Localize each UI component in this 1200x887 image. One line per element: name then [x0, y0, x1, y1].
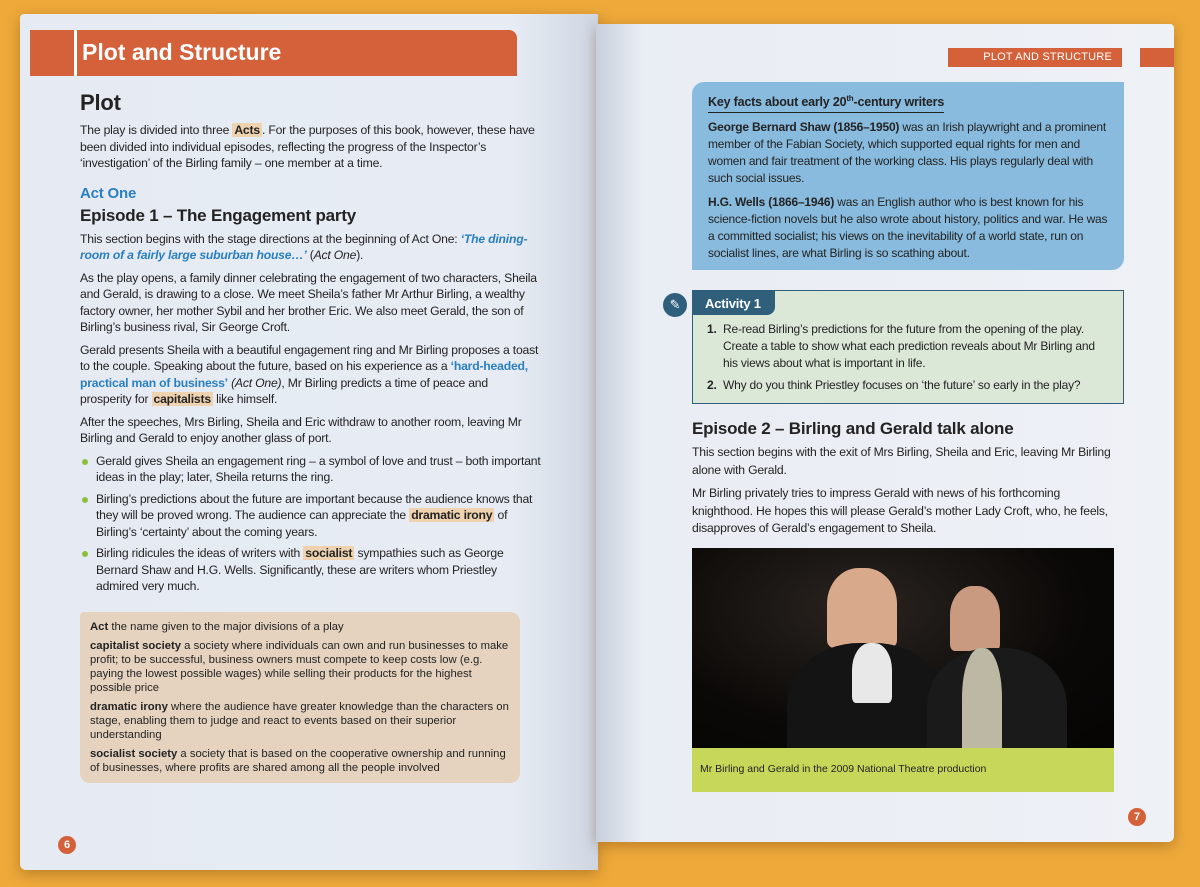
text-segment: (: [306, 248, 314, 262]
actor-shirt: [852, 643, 892, 703]
key-fact-entry: [708, 119, 1108, 187]
text-segment: of Birling’s ‘certainty’ about the coming years.: [96, 508, 508, 539]
glossary-entry: [90, 700, 510, 742]
emphasis-text: (Act One): [231, 375, 282, 390]
key-facts-box: [692, 82, 1124, 270]
bullet-item: [80, 491, 542, 541]
production-photo: [692, 548, 1114, 748]
glossary-entry: [90, 747, 510, 775]
actor-head: [827, 568, 897, 648]
title-sup: th: [846, 94, 854, 103]
text-segment: a society where individuals can own and run businesses to make profit; to be successful, business owners must compete to keep costs low (e.g. paying the lowest possible wages) while selling their products for the highest possible price: [90, 639, 509, 694]
text-segment: As the play opens, a family dinner celebrating the engagement of two characters, Sheila and Gerald, is drawing to a close. We meet Sheila’s father Mr Arthur Birling, a wealthy factory owner, her mother Sybil and her brother Eric. We also meet Gerald, the son of Birling’s business rival, Sir George Croft.: [80, 270, 537, 334]
paragraph: [80, 270, 542, 336]
text-segment: Gerald gives Sheila an engagement ring – a symbol of love and trust – both important ideas in the play; later, Sheila returns the ring.: [96, 453, 541, 484]
actor-waistcoat: [962, 648, 1002, 748]
emphasis-text: ‘hard-headed, practical man of business’: [80, 359, 528, 390]
left-content: [80, 90, 542, 783]
emphasis-text: ‘The dining-room of a fairly large suburban house…’: [80, 231, 528, 262]
page-number: 6: [58, 836, 76, 854]
activity-box: [669, 290, 1124, 404]
activity-label: Activity 1: [693, 291, 775, 315]
intro-paragraph: [80, 122, 542, 172]
emphasis-text: socialist society: [90, 747, 178, 760]
text-segment: was an English author who is best known for his science-fiction novels but he also wrote about history, politics and war. He was a committed socialist; his views on the inevitability of a world state, run on socialist lines, are what Birling is so scathing about.: [708, 195, 1108, 261]
item-text: Why do you think Priestley focuses on ‘the future’ so early in the play?: [723, 378, 1081, 393]
emphasis-text: H.G. Wells (1866–1946): [708, 195, 835, 210]
emphasis-text: capitalist society: [90, 639, 182, 652]
item-text: Re-read Birling’s predictions for the future from the opening of the play. Create a table to show what each prediction reveals about Mr Birling and his views about what is important in life.: [723, 322, 1095, 371]
section-tab-edge: [1140, 48, 1174, 67]
act-heading: Act One: [80, 184, 137, 202]
item-number: 1.: [707, 322, 717, 337]
title-text: -century writers: [853, 95, 945, 110]
chapter-header: [30, 30, 517, 76]
text-segment: After the speeches, Mrs Birling, Sheila and Eric withdraw to another room, leaving Mr Birling and Gerald to enjoy another glass of port.: [80, 414, 522, 445]
item-number: 2.: [707, 378, 717, 393]
actor-head: [950, 586, 1000, 651]
text-segment: was an Irish playwright and a prominent member of the Fabian Society, which supported equal rights for men and women and fair treatment of the working class. His plays regularly deal with such social issues.: [708, 120, 1107, 186]
emphasis-text: dramatic irony: [90, 700, 168, 713]
bullet-item: [80, 453, 542, 486]
key-fact-entry: [708, 194, 1108, 262]
glossary-term-highlight: dramatic irony: [411, 508, 493, 522]
episode-2-heading: Episode 2 – Birling and Gerald talk alone: [692, 419, 1014, 439]
text-segment: the name given to the major divisions of a play: [108, 620, 344, 633]
episode-1-heading: Episode 1 – The Engagement party: [80, 205, 357, 225]
paragraph: [80, 231, 542, 264]
plot-heading: Plot: [80, 90, 121, 115]
activity-item: [707, 321, 1109, 372]
bullet-item: [80, 545, 542, 595]
right-column: [669, 82, 1124, 792]
text-segment: Birling’s predictions about the future are important because the audience knows that they will be proved wrong. The audience can appreciate the: [96, 491, 533, 522]
emphasis-text: Act One: [313, 248, 357, 262]
text-segment: sympathies such as George Bernard Shaw and H.G. Wells. Significantly, these are writers whom Priestley admired very much.: [96, 546, 504, 593]
section-tab: PLOT AND STRUCTURE: [948, 48, 1122, 67]
key-facts-title: [708, 90, 944, 113]
text-segment: like himself.: [212, 392, 278, 406]
activity-item: [707, 377, 1109, 394]
text-segment: This section begins with the stage directions at the beginning of Act One:: [80, 231, 461, 246]
emphasis-text: Act: [90, 620, 109, 633]
text-segment: The play is divided into three: [80, 123, 233, 137]
left-page: [20, 14, 598, 870]
paragraph: [80, 342, 542, 408]
paragraph: This section begins with the exit of Mrs Birling, Sheila and Eric, leaving Mr Birling alone with Gerald.: [692, 445, 1111, 477]
bullet-list: [80, 453, 542, 600]
text-segment: , Mr Birling predicts a time of peace and prosperity for: [80, 375, 488, 406]
right-page: [596, 24, 1174, 842]
text-segment: Birling ridicules the ideas of writers with: [96, 546, 304, 560]
chapter-title: Plot and Structure: [82, 39, 282, 65]
page-number: 7: [1128, 808, 1146, 826]
text-segment: Gerald presents Sheila with a beautiful engagement ring and Mr Birling proposes a toast to the couple. Speaking about the future, based on his experience as a: [80, 342, 539, 373]
glossary-term-highlight: capitalists: [153, 392, 211, 406]
glossary-entry: [90, 620, 510, 634]
glossary-term-highlight: Acts: [234, 123, 260, 137]
title-text: Key facts about early 20: [708, 95, 847, 110]
text-segment: . For the purposes of this book, however, these have been divided into individual episodes, reflecting the progress of the Inspector’s ‘investigation’ of the Birling family – one member at a time.: [80, 123, 535, 170]
text-segment: where the audience have greater knowledge than the characters on stage, enabling them to judge and react to events based on their superior understanding: [90, 700, 509, 741]
paragraph: Mr Birling privately tries to impress Gerald with news of his forthcoming knighthood. He hopes this will please Gerald’s mother Lady Croft, who, he feels, disapproves of Gerald’s engagement to Sheila.: [692, 486, 1108, 536]
glossary-entry: [90, 639, 510, 695]
pencil-icon: ✎: [663, 293, 687, 317]
paragraph: [80, 414, 542, 447]
glossary-term-highlight: socialist: [305, 546, 353, 560]
text-segment: a society that is based on the cooperative ownership and running of businesses, where profits are shared among all the people involved: [90, 747, 506, 774]
right-content: [692, 418, 1124, 538]
photo-caption: Mr Birling and Gerald in the 2009 National Theatre production: [692, 748, 1114, 792]
text-segment: ).: [356, 248, 364, 262]
emphasis-text: George Bernard Shaw (1856–1950): [708, 120, 900, 135]
glossary-box: [80, 612, 520, 783]
